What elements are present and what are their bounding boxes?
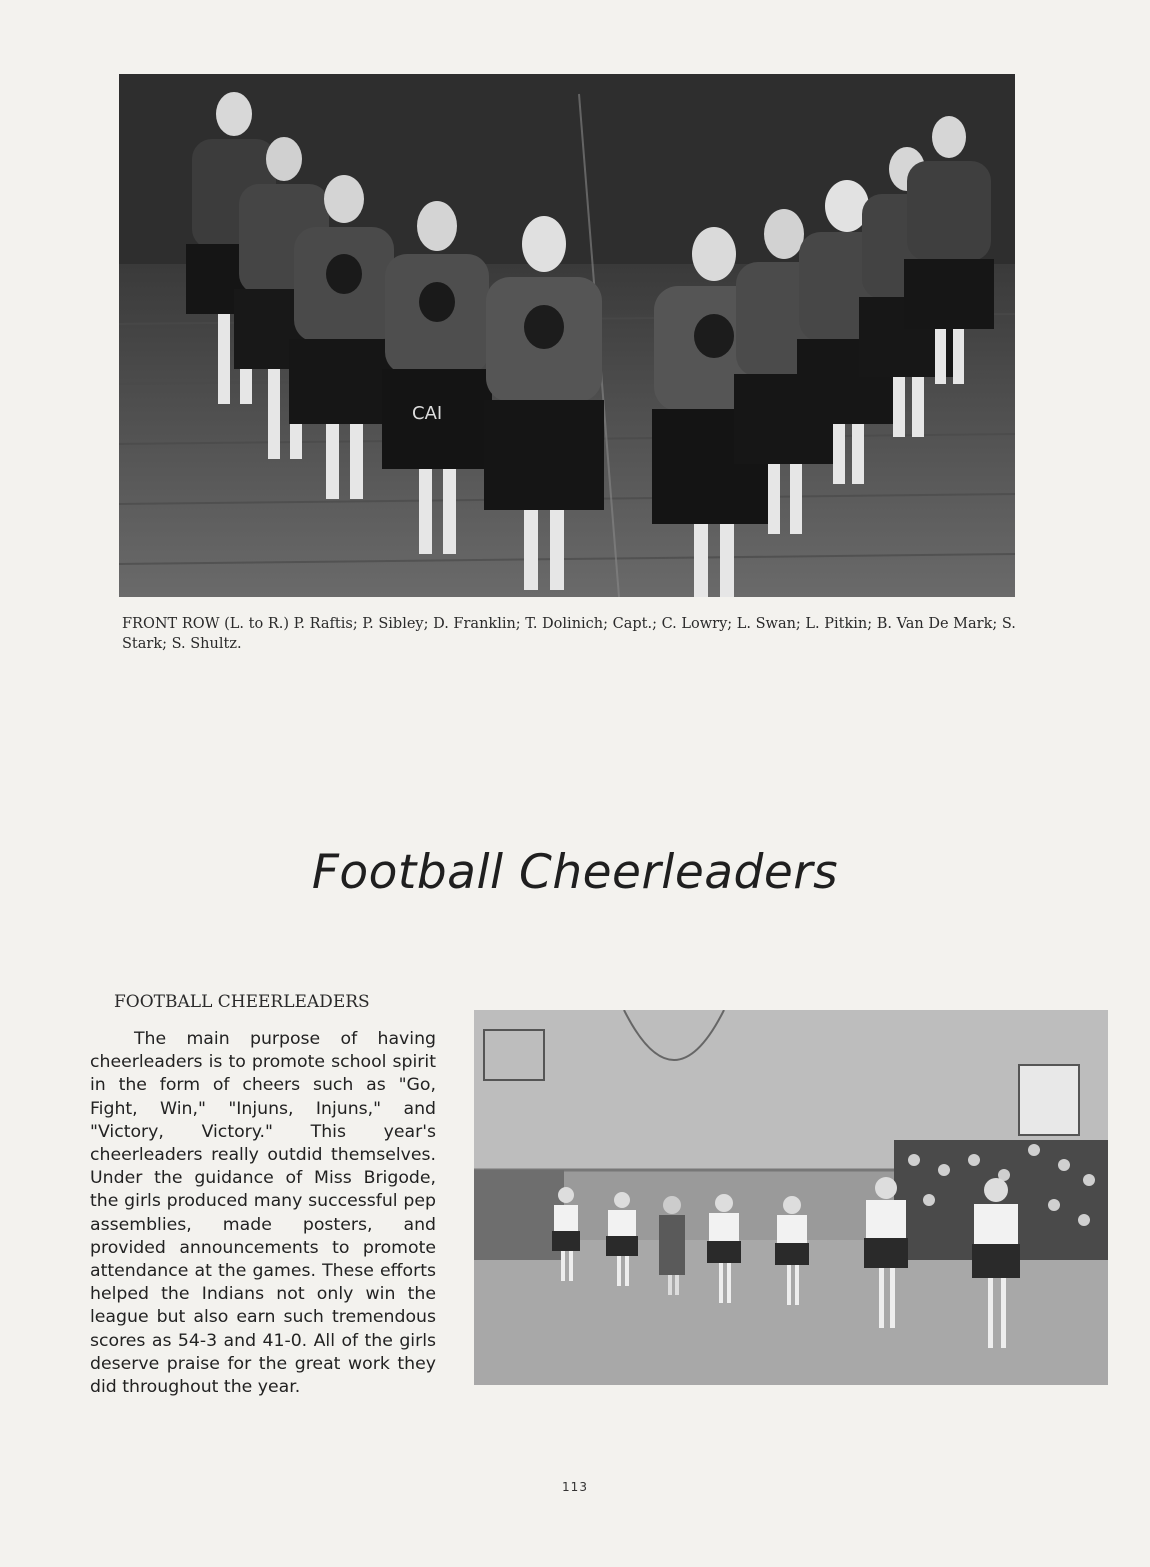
page-number: 113 — [562, 1480, 588, 1494]
gym-action-photo — [474, 1010, 1108, 1385]
group-photo-illustration — [119, 74, 1015, 597]
page-title: Football Cheerleaders — [311, 845, 839, 900]
cheerleaders-group-photo — [119, 74, 1015, 597]
skirt-lettering: CAI — [412, 403, 443, 424]
group-photo-caption: FRONT ROW (L. to R.) P. Raftis; P. Sibley; D. Franklin; T. Dolinich; Capt.; C. Lowry; L. Swan; L. Pitkin; B. Van De Mark; S. Stark; S. Shultz. — [122, 616, 1016, 652]
article-heading: FOOTBALL CHEERLEADERS — [114, 992, 370, 1012]
article-body: The main purpose of having cheerleaders is to promote school spirit in the form of cheers such as "Go, Fight, Win," "Injuns, Injuns," and "Victory, Victory." This year's cheerleaders really outdid themselves. Under the guidance of Miss Brigode, the girls produced many successful pep assemblies, made posters, and provided announcements to promote attendance at the games. These efforts helped the Indians not only win the league but also earn such tremendous scores as 54-3 and 41-0. All of the girls deserve praise for the great work they did throughout the year. — [90, 1029, 436, 1398]
action-photo-illustration — [474, 1010, 1108, 1385]
